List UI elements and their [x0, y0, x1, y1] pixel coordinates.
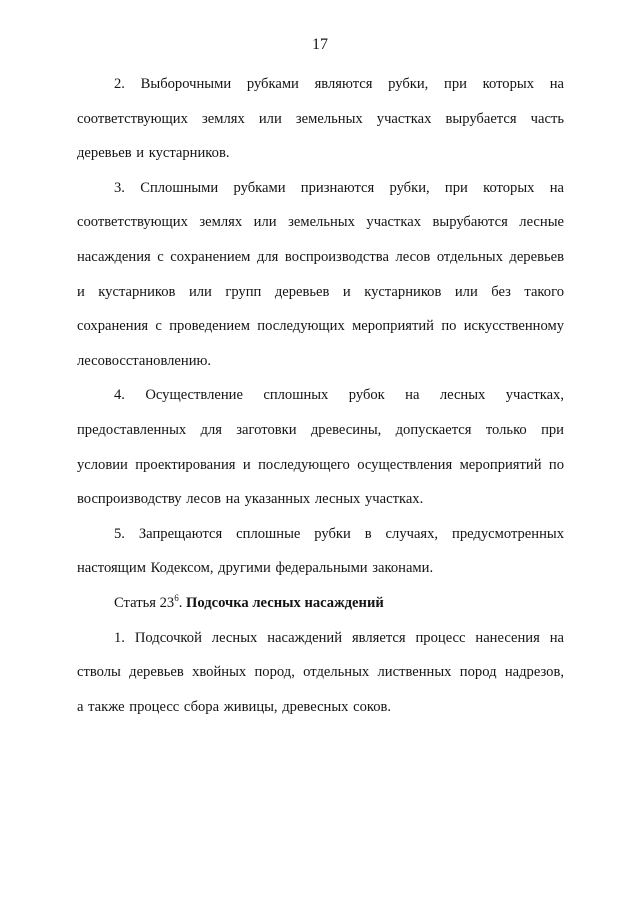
article-paragraph-1 [77, 621, 564, 725]
article-title: Подсочка лесных насаждений [186, 594, 384, 611]
text-line: стволы деревьев хвойных пород, отдельных лиственных пород надрезов, [77, 664, 564, 681]
text-line: соответствующих землях или земельных участках вырубаются лесные [77, 214, 564, 231]
text-line: 1. Подсочкой лесных насаждений является процесс нанесения на [114, 629, 564, 646]
article-superscript: 6 [174, 592, 179, 603]
article-separator: . [178, 594, 183, 611]
text-line: и кустарников или групп деревьев и кустарников или без такого [77, 283, 564, 300]
text-line: 5. Запрещаются сплошные рубки в случаях, предусмотренных [114, 525, 564, 542]
article-heading [77, 586, 564, 621]
text-line: 3. Сплошными рубками признаются рубки, при которых на [114, 179, 564, 196]
paragraph-4 [77, 378, 564, 516]
text-line: а также процесс сбора живицы, древесных соков. [77, 698, 392, 715]
document-body [77, 67, 564, 724]
paragraph-5 [77, 517, 564, 586]
text-line: сохранения с проведением последующих мероприятий по искусственному [77, 318, 564, 335]
text-line: воспроизводству лесов на указанных лесных участках. [77, 491, 424, 508]
text-line: 2. Выборочными рубками являются рубки, при которых на [114, 76, 564, 92]
text-line: предоставленных для заготовки древесины, допускается только при [77, 421, 564, 438]
page-number: 17 [312, 36, 328, 53]
paragraph-3 [77, 171, 564, 379]
paragraph-2 [77, 67, 564, 171]
article-number: Статья 23 [114, 594, 175, 611]
text-line: лесовосстановлению. [77, 352, 212, 369]
text-line: деревьев и кустарников. [77, 145, 230, 162]
text-line: насаждения с сохранением для воспроизводства лесов отдельных деревьев [77, 248, 564, 265]
text-line: соответствующих землях или земельных участках вырубается часть [77, 110, 564, 127]
text-line: настоящим Кодексом, другими федеральными законами. [77, 560, 434, 577]
text-line: 4. Осуществление сплошных рубок на лесных участках, [114, 387, 564, 404]
text-line: условии проектирования и последующего осуществления мероприятий по [77, 456, 564, 473]
